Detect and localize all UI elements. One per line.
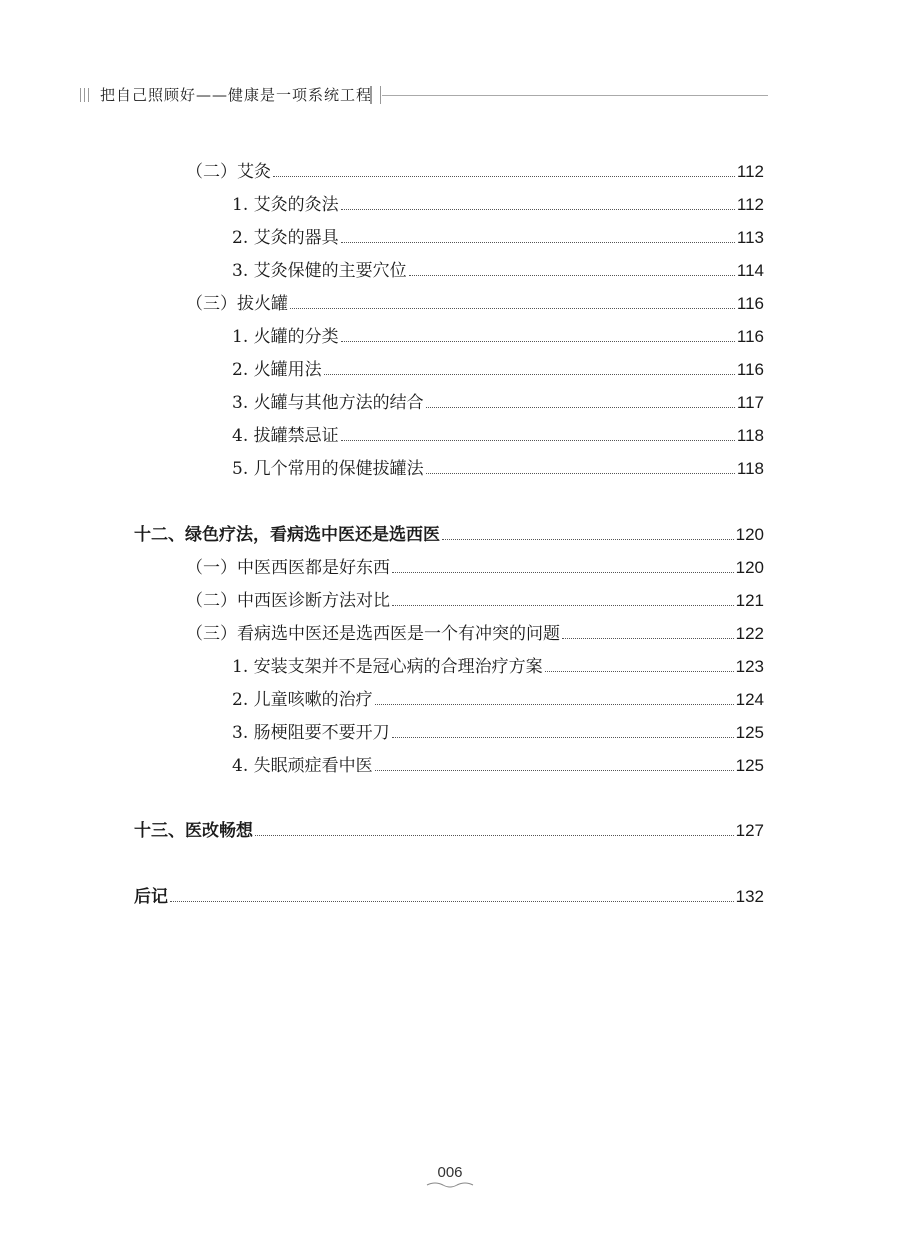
toc-entry-chapter <box>134 883 764 907</box>
toc-entry-item <box>232 719 764 743</box>
toc-entry-section <box>186 158 764 182</box>
toc-entry-title: 3. 肠梗阻要不要开刀 <box>232 723 390 743</box>
dot-leader <box>273 176 735 177</box>
toc-entry-page-number: 127 <box>735 821 764 840</box>
toc-entry-page-number: 118 <box>736 426 764 445</box>
dot-leader <box>375 770 734 771</box>
toc-entry-page-number: 116 <box>736 360 764 379</box>
toc-entry-page-number: 116 <box>736 327 764 346</box>
toc-entry-page-number: 124 <box>735 690 764 709</box>
toc-entry-title: 4. 拔罐禁忌证 <box>232 426 339 446</box>
toc-entry-page-number: 117 <box>736 393 764 412</box>
toc-entry-page-number: 121 <box>735 591 764 610</box>
dot-leader <box>562 638 734 639</box>
toc-entry-page-number: 116 <box>736 294 764 313</box>
dot-leader <box>255 835 734 836</box>
toc-entry-title: 4. 失眠顽症看中医 <box>232 756 373 776</box>
toc-entry-page-number: 132 <box>735 887 764 906</box>
toc-entry-page-number: 120 <box>735 525 764 544</box>
toc-entry-item <box>232 257 764 281</box>
toc-entry-section <box>186 290 764 314</box>
toc-entry-title: 1. 艾灸的灸法 <box>232 195 339 215</box>
dot-leader <box>442 539 734 540</box>
header-bracket <box>370 86 381 104</box>
toc-entry-title: （二）艾灸 <box>186 162 271 182</box>
dot-leader <box>392 572 734 573</box>
toc-entry-chapter <box>134 521 764 545</box>
dot-leader <box>545 671 734 672</box>
toc-entry-page-number: 112 <box>736 195 764 214</box>
toc-entry-item <box>232 455 764 479</box>
toc-entry-page-number: 114 <box>736 261 764 280</box>
toc-entry-page-number: 125 <box>735 756 764 775</box>
toc-entry-page-number: 120 <box>735 558 764 577</box>
toc-entry-title: 3. 火罐与其他方法的结合 <box>232 393 424 413</box>
dot-leader <box>392 605 734 606</box>
toc-entry-title: （三）拔火罐 <box>186 294 288 314</box>
book-title: 把自己照顾好——健康是一项系统工程 <box>100 86 373 104</box>
toc-entry-section <box>186 620 764 644</box>
toc-entry-title: （一）中医西医都是好东西 <box>186 558 390 578</box>
toc-entry-item <box>232 752 764 776</box>
toc-entry-title: 1. 火罐的分类 <box>232 327 339 347</box>
dot-leader <box>341 242 735 243</box>
footer-ornament <box>425 1181 475 1189</box>
toc-entry-title: （二）中西医诊断方法对比 <box>186 591 390 611</box>
dot-leader <box>290 308 735 309</box>
toc-entry-title: 2. 火罐用法 <box>232 360 322 380</box>
page-number: 006 <box>437 1164 463 1181</box>
toc-entry-chapter <box>134 817 764 841</box>
dot-leader <box>341 440 735 441</box>
dot-leader <box>392 737 734 738</box>
toc-entry-item <box>232 653 764 677</box>
toc-entry-section <box>186 554 764 578</box>
running-header <box>78 80 768 108</box>
toc-entry-title: 十三、医改畅想 <box>134 821 253 841</box>
dot-leader <box>341 341 735 342</box>
page-footer <box>0 1164 900 1189</box>
toc-entry-page-number: 112 <box>736 162 764 181</box>
dot-leader <box>170 901 734 902</box>
toc-entry-title: 2. 艾灸的器具 <box>232 228 339 248</box>
dot-leader <box>426 473 735 474</box>
toc-entry-title: 2. 儿童咳嗽的治疗 <box>232 690 373 710</box>
toc-entry-title: 后记 <box>134 887 168 907</box>
toc-entry-item <box>232 686 764 710</box>
dot-leader <box>409 275 735 276</box>
dot-leader <box>426 407 735 408</box>
toc-entry-page-number: 113 <box>736 228 764 247</box>
toc-entry-title: （三）看病选中医还是选西医是一个有冲突的问题 <box>186 624 560 644</box>
toc-entry-item <box>232 422 764 446</box>
toc-entry-page-number: 122 <box>735 624 764 643</box>
toc-entry-page-number: 123 <box>735 657 764 676</box>
toc-entry-title: 1. 安装支架并不是冠心病的合理治疗方案 <box>232 657 543 677</box>
toc-entry-page-number: 125 <box>735 723 764 742</box>
toc-entry-item <box>232 224 764 248</box>
toc-entry-item <box>232 389 764 413</box>
toc-entry-title: 5. 几个常用的保健拔罐法 <box>232 459 424 479</box>
toc-entry-page-number: 118 <box>736 459 764 478</box>
toc-entry-title: 十二、绿色疗法，看病选中医还是选西医 <box>134 525 440 545</box>
toc-entry-item <box>232 323 764 347</box>
dot-leader <box>324 374 735 375</box>
dot-leader <box>375 704 734 705</box>
toc-entry-item <box>232 356 764 380</box>
header-ornament <box>78 88 94 104</box>
toc-entry-section <box>186 587 764 611</box>
toc-entry-title: 3. 艾灸保健的主要穴位 <box>232 261 407 281</box>
header-rule <box>382 95 768 96</box>
toc-entry-item <box>232 191 764 215</box>
dot-leader <box>341 209 735 210</box>
